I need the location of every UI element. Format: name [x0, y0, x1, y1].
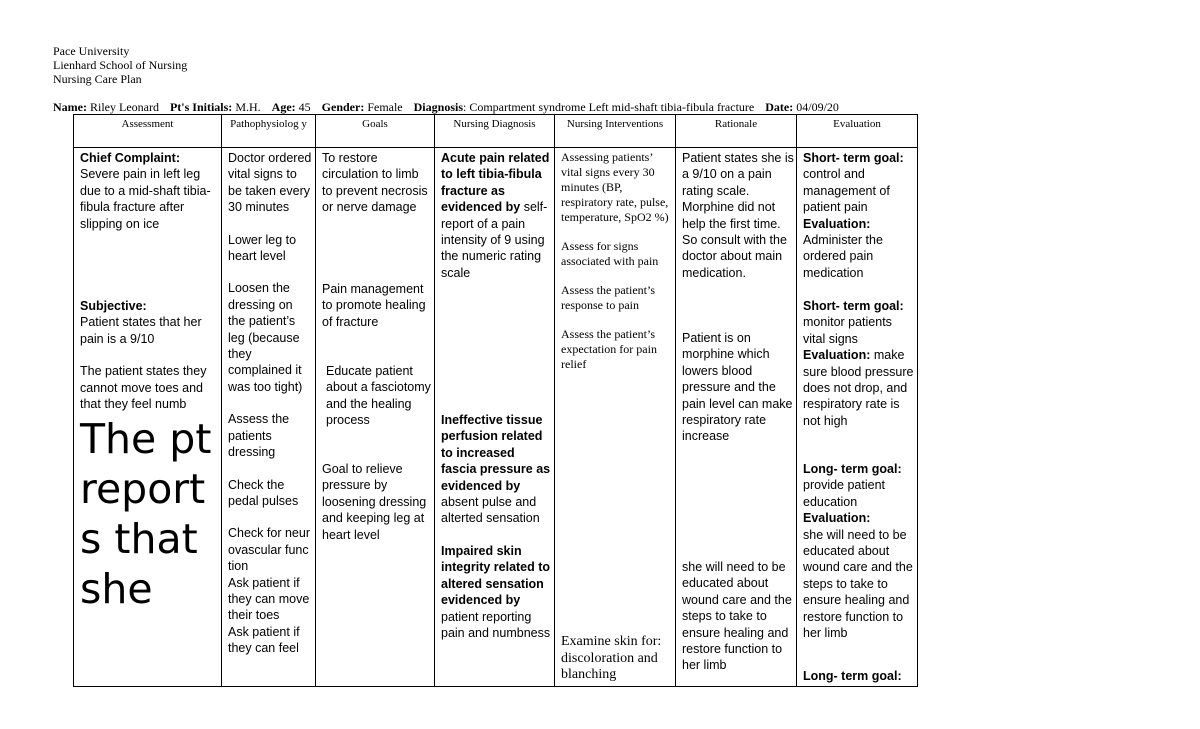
large-typed-text: The pt report s that she — [80, 415, 212, 613]
table-body-row — [74, 148, 918, 687]
subjective-numbness-statement: The patient states they cannot move toes and that they feel numb — [80, 364, 207, 412]
document-title: Nursing Care Plan — [53, 72, 142, 86]
eval-goal4-label: Long- term goal: — [803, 669, 902, 683]
col-header-pathophysiology: Pathophysiolog y — [222, 115, 316, 148]
eval-evaluation1-label: Evaluation: — [803, 216, 871, 231]
nursing-interventions-cell — [555, 148, 676, 687]
eval-goal3-label: Long- term goal: — [803, 462, 902, 476]
dx-acute-pain-bold: Acute pain related to left tibia-fibula fracture as evidenced by — [441, 151, 550, 215]
intervention-examine-skin: Examine skin for: discoloration and blanching — [561, 634, 662, 682]
patient-gender: Female — [367, 100, 403, 114]
eval-evaluation3-label: Evaluation: — [803, 511, 871, 526]
nursing-diagnosis-cell — [435, 148, 555, 687]
subjective-pain-statement: Patient states that her pain is a 9/10 — [80, 315, 202, 346]
pathophysiology-cell — [222, 148, 316, 687]
rationale-morphine: Patient is on morphine which lowers blood pressure and the pain level can make respiratory rate increase — [682, 331, 793, 444]
patho-neurovascular: Check for neurovascular function — [228, 526, 310, 574]
eval-evaluation2-label: Evaluation: — [803, 348, 871, 363]
col-header-rationale: Rationale — [676, 115, 797, 148]
eval-goal3-text: provide patient education — [803, 478, 886, 509]
patho-lower-leg: Lower leg to heart level — [228, 232, 297, 264]
patient-initials: M.H. — [235, 100, 261, 114]
eval-goal2-text: monitor patients vital signs — [803, 315, 892, 346]
rationale-cell — [676, 148, 797, 687]
name-label: Name: — [53, 100, 87, 114]
rationale-pain-scale: Patient states she is a 9/10 on a pain rating scale. Morphine did not help the first time. So consult with the doctor about main medication. — [682, 151, 794, 280]
gender-label: Gender: — [321, 100, 365, 114]
col-header-nursing-interventions: Nursing Interventions — [555, 115, 676, 148]
col-header-evaluation: Evaluation — [797, 115, 918, 148]
dx-skin-integrity-bold: Impaired skin integrity related to altered sensation evidenced by — [441, 544, 551, 608]
date-label: Date: — [765, 100, 794, 114]
goals-cell — [316, 148, 435, 687]
chief-complaint-text: Severe pain in left leg due to a mid-shaft tibia-fibula fracture after slipping on ice — [80, 167, 211, 231]
dx-skin-integrity-text: patient reporting pain and numbness — [441, 609, 551, 641]
school-name: Lienhard School of Nursing — [53, 58, 188, 72]
patho-pedal-pulses: Check the pedal pulses — [228, 477, 299, 508]
care-plan-table — [73, 114, 918, 687]
patho-assess-dressing: Assess the patients dressing — [228, 412, 290, 460]
university-name: Pace University — [53, 44, 130, 58]
goal-pain-management: Pain management to promote healing of fracture — [322, 282, 426, 329]
goal-educate-patient: Educate patient about a fasciotomy and the healing process — [326, 364, 431, 428]
eval-goal1-text: control and management of patient pain — [803, 167, 890, 215]
patient-name: Riley Leonard — [89, 100, 159, 114]
patient-diagnosis: : Compartment syndrome Left mid-shaft tibia-fibula fracture — [463, 100, 755, 114]
goal-restore-circulation: To restore circulation to limb to prevent necrosis or nerve damage — [322, 151, 428, 215]
rationale-education: she will need to be educated about wound care and the steps to take to ensure healing and restore function to her limb — [682, 560, 792, 673]
col-header-nursing-diagnosis: Nursing Diagnosis — [435, 115, 555, 148]
goal-relieve-pressure: Goal to relieve pressure by loosening dressing and keeping leg at heart level — [322, 462, 427, 542]
col-header-goals: Goals — [316, 115, 435, 148]
dx-acute-pain-text: self-report of a pain intensity of 9 using the numeric rating scale — [441, 200, 548, 280]
age-label: Age: — [271, 100, 296, 114]
patient-age: 45 — [298, 100, 311, 114]
dx-tissue-perfusion-by: by — [505, 478, 521, 493]
eval-goal1-label: Short- term goal: — [803, 151, 904, 165]
intervention-pain-signs: Assess for signs associated with pain — [561, 239, 659, 268]
plan-date: 04/09/20 — [796, 100, 839, 114]
evaluation-cell — [797, 148, 918, 687]
subjective-label: Subjective: — [80, 299, 147, 313]
patho-move-toes: Ask patient if they can move their toes — [228, 575, 310, 623]
dx-tissue-perfusion-bold: Ineffective tissue perfusion related to increased fascia pressure as evidenced — [441, 413, 551, 493]
intervention-vital-signs: Assessing patients’ vital signs every 30 minutes (BP, respiratory rate, pulse, temperature, SpO2 %) — [561, 150, 669, 224]
intervention-pain-expectation: Assess the patient’s expectation for pain relief — [561, 327, 657, 371]
patho-vital-signs: Doctor ordered vital signs to be taken every 30 minutes — [228, 151, 312, 215]
patient-info-line — [53, 100, 1053, 115]
eval-evaluation2-text: make sure blood pressure does not drop, and respiratory rate is not high — [803, 348, 914, 428]
intervention-pain-response: Assess the patient’s response to pain — [561, 283, 655, 312]
initials-label: Pt's Initials: — [169, 100, 233, 114]
assessment-cell — [74, 148, 222, 687]
patho-loosen-dressing: Loosen the dressing on the patient’s leg (because they complained it was too tight) — [228, 281, 303, 394]
eval-evaluation1-text: Administer the ordered pain medication — [803, 233, 883, 280]
col-header-assessment: Assessment — [74, 115, 222, 148]
patho-can-feel: Ask patient if they can feel — [228, 624, 300, 656]
eval-goal2-label: Short- term goal: — [803, 299, 904, 313]
eval-evaluation3-text: she will need to be educated about wound care and the steps to take to ensure healing and restore function to her limb — [803, 527, 913, 641]
chief-complaint-label: Chief Complaint: — [80, 151, 180, 165]
table-header-row — [74, 115, 918, 148]
document-header — [53, 44, 187, 86]
diagnosis-label: Diagnosis — [413, 100, 463, 114]
dx-tissue-perfusion-text: absent pulse and alterted sensation — [441, 495, 540, 526]
